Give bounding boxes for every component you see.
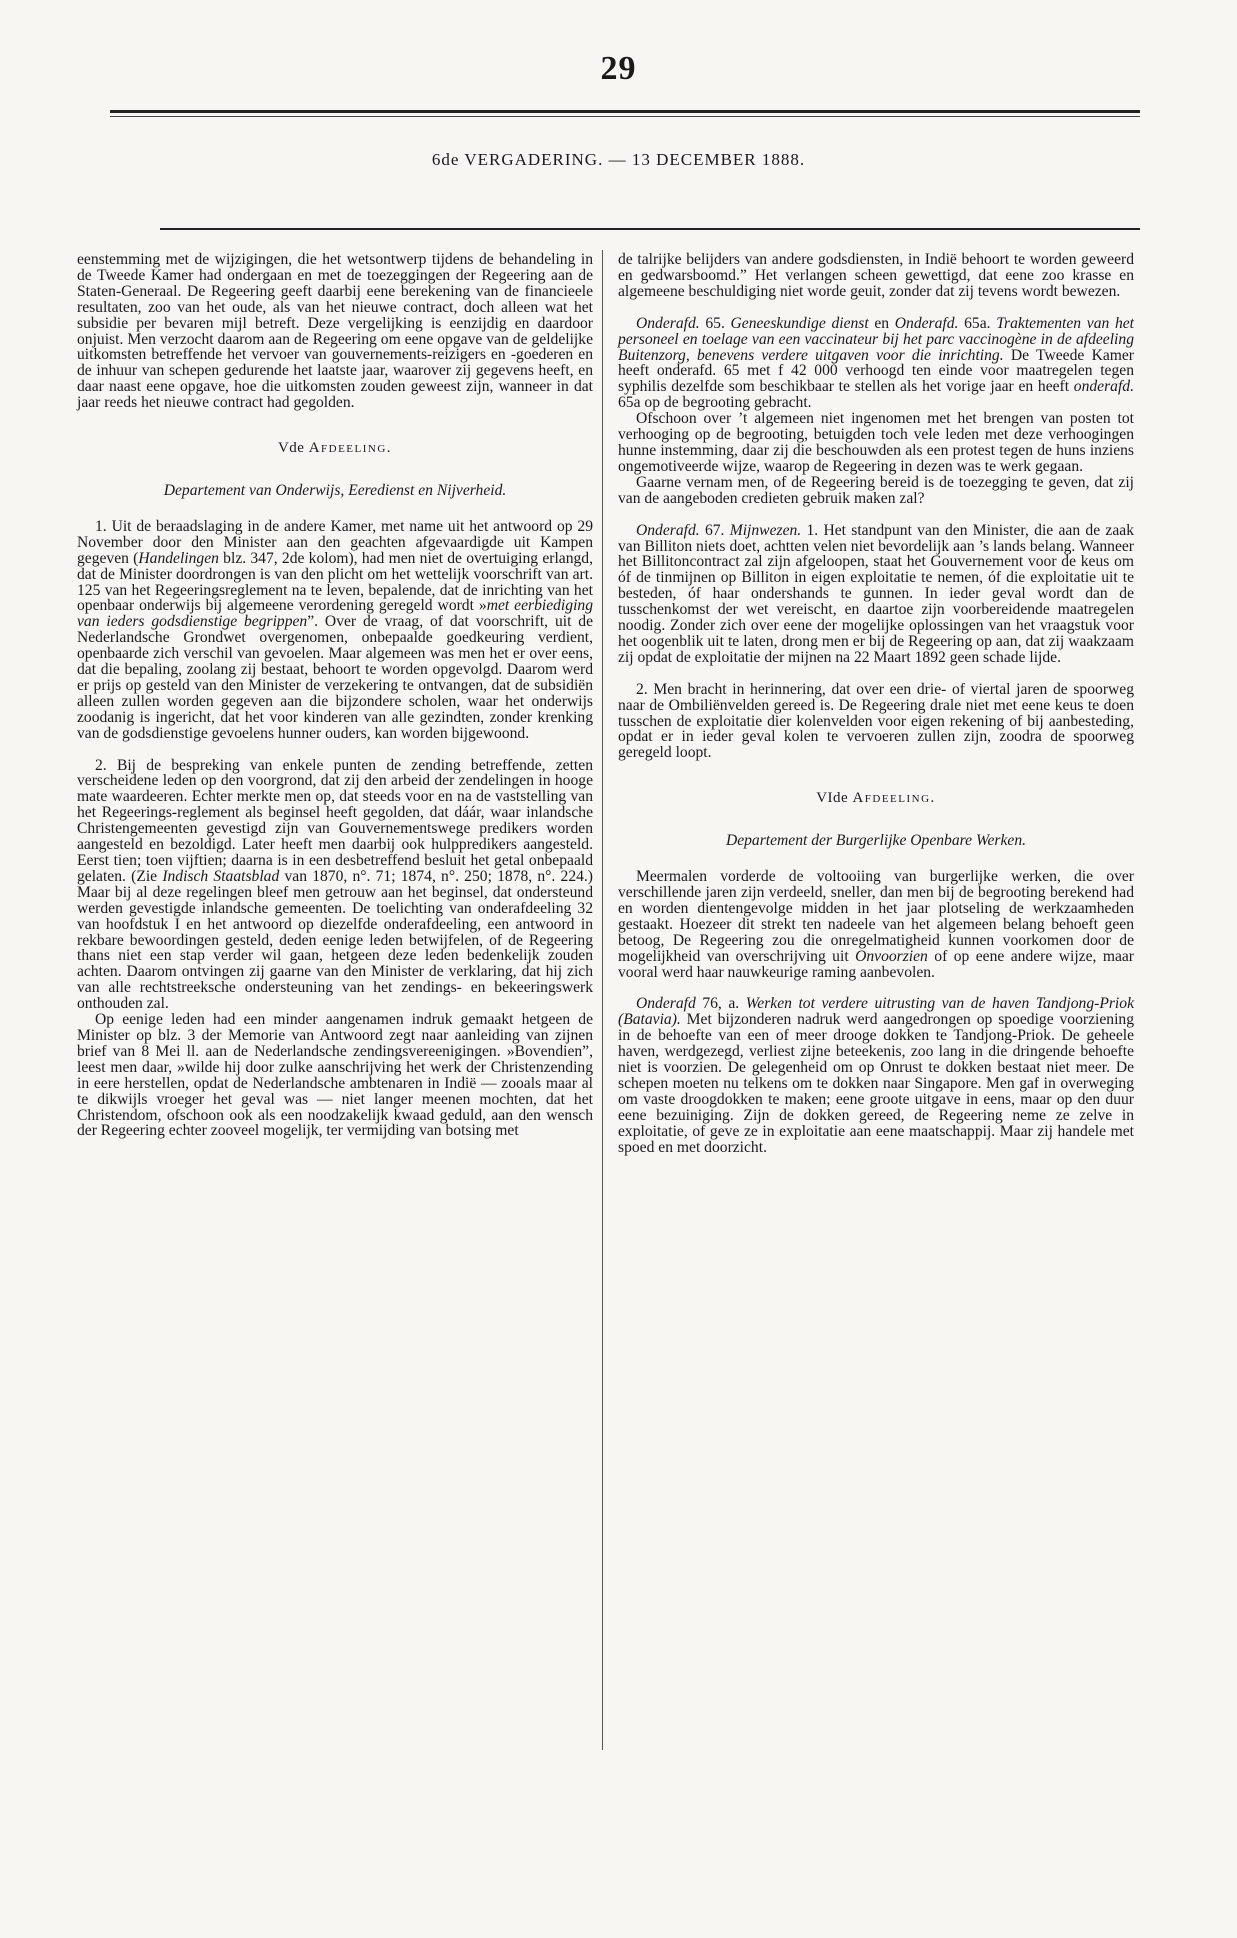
text-run: 67. <box>699 521 730 539</box>
reference: Onvoorzien <box>855 947 928 965</box>
right-column <box>618 252 1134 1156</box>
column-divider <box>602 250 603 1750</box>
paragraph: de talrijke belijders van andere godsdiensten, in Indië behoort te worden geweerd en gedwarsboomd.” Het verlangen scheen gewettigd, dat eene zoo krasse en algemeene beschuldiging niet worde geuit, zonder dat zij tevens wordt bewezen. <box>618 251 1134 300</box>
paragraph: 2. Men bracht in herinnering, dat over een drie- of viertal jaren de spoorweg naar de Ombiliënvelden gereed is. De Regeering drale niet met eene keus te doen tusschen de exploitatie dier kolenvelden voor eigen rekening of bij aanbesteding, opdat er in ieder geval kolen te vervoeren zullen zijn, zoodra de spoorweg geregeld loopt. <box>618 680 1134 762</box>
section-heading <box>618 791 1134 807</box>
text-run: Meermalen vorderde de voltooiing van burgerlijke werken, die over verschillende jaren zijn verdeeld, sneller, dan men bij de begrooting berekend had en worden dientengevolge midden in het jaar plotseling de werkzaamheden gestaakt. Hoezeer dit strekt ten nadeele van het algemeen belang behoeft geen betoog, De Regeering zou die onregelmatigheid kunnen voorkomen door de mogelijkheid van overschrijving uit <box>618 868 1134 965</box>
text-run: en <box>868 314 895 332</box>
section-number: VIde <box>816 790 849 807</box>
department-title: Departement der Burgerlijke Openbare Werken. <box>725 832 1027 850</box>
text-run: 65. <box>699 314 731 332</box>
text-run: blz. 347, 2de kolom), had men niet de overtuiging erlangd, dat de Minister doordrongen is van den plicht om het wettelijk voorschrift van art. 125 van het Regeeringsreglement na te leven, bepalende, dat de inrichting van het openbaar onderwijs bij algemeene verordening geregeld wordt » <box>77 549 593 615</box>
subsection-label: Onderafd. <box>636 314 700 332</box>
text-run: 1. Uit de beraadslaging in de andere Kamer, met name uit het antwoord op 29 November door den Minister aan den geachten afgevaardigde uit Kampen gegeven ( <box>77 517 593 567</box>
section-number: Vde <box>277 440 305 457</box>
text-run: Met bijzonderen nadruk werd aangedrongen op spoedige voorziening in de behoefte van een of meer drooge dokken te Tandjong-Priok. De geheele haven, werdgezegd, verliest zijne beteekenis, zoo lang in die dringende behoefte niet is voorzien. De gelegenheid om op Onrust te dokken bestaat niet meer. De schepen moeten nu telkens om te dokken naar Singapore. Men gaf in overweging om vaste droogdokken te maken; eene groote uitgave in eens, maar op den duur eene bezuiniging. Zijn de dokken gereed, de Regeering neme ze zelve in exploitatie, of geve ze in exploitatie aan eene maatschappij. Maar zij handele met spoed en met doorzicht. <box>618 1011 1134 1156</box>
paragraph <box>618 869 1134 980</box>
text-run: 2. Bij de bespreking van enkele punten de zending betreffende, zetten verscheidene leden op den voorgrond, dat zij den arbeid der zendelingen in hooge mate waardeeren. Echter merkte men op, dat steeds voor en na de vaststelling van het Regeerings-reglement als beginsel heeft gegolden, dat dáár, waar inlandsche Christengemeenten gevestigd zijn van Gouvernementswege predikers worden aangesteld en bezoldigd. Later heeft men daarbij ook hulppredikers aangesteld. Eerst tien; toen vijftien; daarna is in een desbetreffend besluit het getal onbepaald gelaten. (Zie <box>77 756 593 885</box>
left-column <box>77 252 593 1139</box>
text-run: 76, a. <box>695 995 746 1013</box>
subsection-label: Onderafd. <box>636 521 700 539</box>
meeting-header: 6de VERGADERING. — 13 DECEMBER 1888. <box>431 150 806 169</box>
paragraph <box>77 758 593 1013</box>
paragraph <box>618 523 1134 666</box>
top-rule-thick <box>110 110 1140 113</box>
paragraph: eenstemming met de wijzigingen, die het wetsontwerp tijdens de behandeling in de Tweede Kamer had ondergaan en met de toezeggingen der Regeering aan de Staten-Generaal. De Regeering geeft daarbij eene berekening van de financieele resultaten, zoo van het oude, als van het nieuwe contract, doch alleen wat het subsidie per bevaren mijl betreft. Deze vergelijking is eenzijdig en daardoor onjuist. Men verzocht daarom aan de Regeering om eene opgave van de geldelijke uitkomsten betreffende het vervoer van gouvernements-reizigers en -goederen en de inhuur van schepen gedurende het laatste jaar, waarover zij gegevens heeft, en daar naast eene opgave, hoe die uitkomsten zouden geweest zijn, wanneer in dat jaar reeds het nieuwe contract had gegolden. <box>77 251 593 412</box>
subsection-title: Mijnwezen. <box>729 521 802 539</box>
subsection-title: Werken tot verdere uitrusting van de haven Tandjong-Priok (Batavia). <box>618 995 1134 1029</box>
section-heading <box>77 441 593 457</box>
text-run: 1. Het standpunt van den Minister, die aan de zaak van Billiton niets doet, achtten velen niet bevordelijk aan ’s lands belang. Wanneer het Billitoncontract zal zijn afgeloopen, staat het Gouvernement voor de keus om óf de tinmijnen op Billiton in eigen exploitatie te nemen, óf die exploitatie uit te besteden, óf haar ondershands te gunnen. In ieder geval wordt dan de tusschenkomst der wet vereischt, en daartoe zijn voorbereidende maatregelen noodig. Zonder zich over eene der mogelijke oplossingen van het vraagstuk voor het oogenblik uit te laten, drong men er bij de Regeering op aan, dat zij waakzaam zij opdat de exploitatie der mijnen na 22 Maart 1892 geen schade lijde. <box>618 521 1134 666</box>
section-word: Afdeeling. <box>308 440 393 457</box>
text-run: van 1870, n°. 71; 1874, n°. 250; 1878, n°. 224.) Maar bij al deze regelingen bleef men getrouw aan het beginsel, dat ondersteund werden gevestigde inlandsche gemeenten. De toelichting van onderafdeeling 32 van hoofdstuk I en het antwoord op diezelfde onderafdeeling, een antwoord in rekbare bewoordingen gesteld, deden eenige leden betwijfelen, of de Regeering thans niet een stap verder wil gaan, hetgeen deze leden bedenkelijk zouden achten. Daarom ontvingen zij gaarne van den Minister de verklaring, dat hij zich van alle rechtstreeksche ondersteuning van het zendings- en bekeeringswerk onthouden zal. <box>77 867 594 1013</box>
paragraph: Gaarne vernam men, of de Regeering bereid is de toezegging te geven, dat zij van de aangeboden credieten gebruik maken zal? <box>618 473 1134 507</box>
top-rule-thin <box>110 116 1140 117</box>
paragraph: Ofschoon over ’t algemeen niet ingenomen met het brengen van posten tot verhooging op de begrooting, betuigden toch vele leden met deze verhoogingen hunne instemming, daar zij die beschouwden als een protest tegen de huns inziens ongemotiveerde wijze, waarop de Regeering in dezen was te werk gegaan. <box>618 410 1134 475</box>
text-run: 65a. <box>958 314 997 332</box>
text-run: of op eene andere wijze, maar vooral werd haar nauwkeurige raming aanbevolen. <box>618 947 1135 981</box>
section-word: Afdeeling. <box>852 790 936 807</box>
reference: onderafd. <box>1073 378 1134 396</box>
paragraph: Op eenige leden had een minder aangenamen indruk gemaakt hetgeen de Minister op blz. 3 der Memorie van Antwoord zegt naar aanleiding van zijnen brief van 8 Mei ll. aan de Nederlandsche zendingsvereenigingen. »Bovendien”, leest men daar, »wilde hij door zulke aanschrijving het werk der Christenzending in eere herstellen, opdat de Nederlandsche ambtenaren in Indië — zooals maar al te dikwijls vroeger het geval was — niet langer meenen mochten, dat het Christendom, ofschoon ook als een noodzakelijk kwaad geduld, aan den wensch der Regeering echter zooveel mogelijk, ter vermijding van botsing met <box>77 1011 593 1140</box>
paragraph <box>618 996 1134 1155</box>
text-run: ”. Over de vraag, of dat voorschrift, uit de Nederlandsche Grondwet overgenomen, onbepaalde goedkeuring verdient, openbaarde zich verschil van gevoelen. Maar algemeen was men het er over eens, dat die bepaling, zoolang zij bestaat, behoort te worden opgevolgd. Daarom werd er prijs op gesteld van den Minister de verzekering te ontvangen, dat de subsidiën alleen zullen worden gegeven aan die bijzondere scholen, waar het onderwijs zoodanig is ingericht, dat het voor kinderen van alle gezindten, zonder krenking van de godsdienstige gevoelens hunner ouders, kan worden bijgewoond. <box>77 613 593 742</box>
subsection-label: Onderafd <box>636 995 696 1013</box>
text-run: De Tweede Kamer heeft onderafd. 65 met f 42 000 verhoogd ten einde voor maatregelen tegen syphilis dezelfde som beschikbaar te stellen als het vorige jaar en heeft <box>618 346 1134 396</box>
page-number: 29 <box>600 50 637 87</box>
text-run: 65a op de begrooting gebracht. <box>618 394 812 412</box>
header-rule <box>160 228 1140 230</box>
subsection-title: Traktementen van het personeel en toelage van een vaccinateur bij het parc vaccinogène in de afdeeling Buitenzorg, benevens verdere uitgaven voor die inrichting. <box>618 314 1135 364</box>
department-title: Departement van Onderwijs, Eeredienst en Nijverheid. <box>163 481 507 499</box>
reference: Handelingen <box>138 549 219 567</box>
subsection-title: Geneeskundige dienst <box>730 314 869 332</box>
paragraph <box>77 519 593 742</box>
quotation: met eerbiediging van ieders godsdienstige begrippen <box>77 597 593 631</box>
reference: Indisch Staatsblad <box>162 867 280 885</box>
paragraph <box>618 316 1134 411</box>
subsection-label: Onderafd. <box>894 314 959 332</box>
